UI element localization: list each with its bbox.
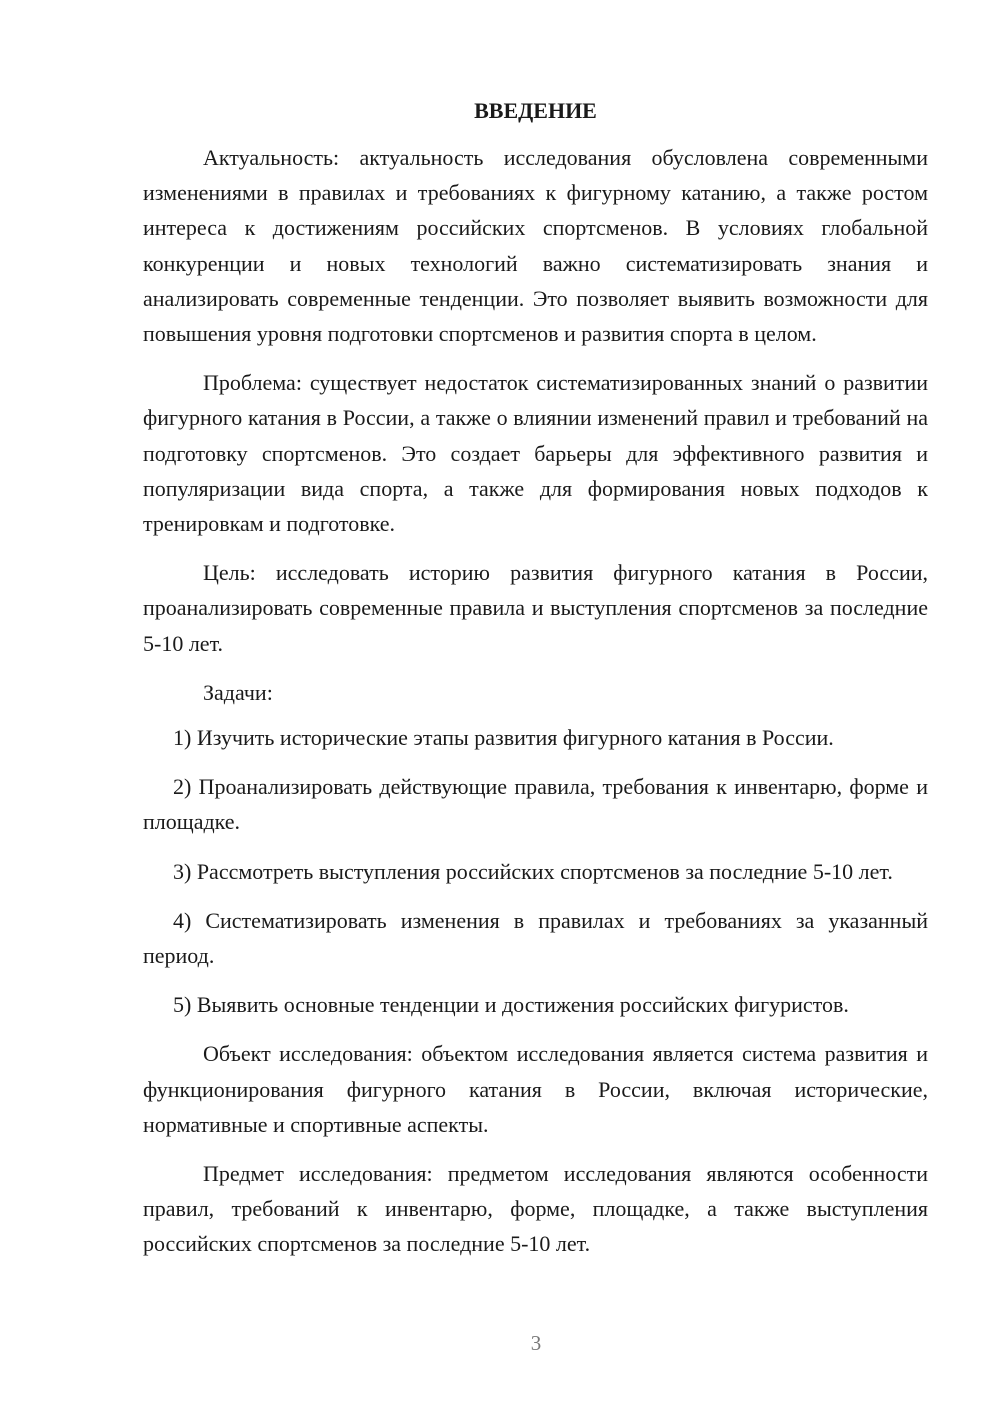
task-item: 5) Выявить основные тенденции и достижения российских фигуристов. [173, 992, 849, 1018]
subject-paragraph: Предмет исследования: предметом исследования являются особенности правил, требований к инвентарю, форме, площадке, а также выступления российских спортсменов за последние 5-10 лет. [143, 1161, 928, 1257]
task-item: 4) Систематизировать изменения в правилах и требованиях за указанный период. [143, 907, 928, 969]
relevance-paragraph: Актуальность: актуальность исследования обусловлена современными изменениями в правилах и требованиях к фигурному катанию, а также ростом интереса к достижениям российских спортсменов. В условиях глобальной конкуренции и новых технологий важно систематизировать знания и анализировать современные тенденции. Это позволяет выявить возможности для повышения уровня подготовки спортсменов и развития спорта в целом. [143, 145, 928, 347]
document-page [143, 94, 928, 1276]
section-heading: ВВЕДЕНИЕ [474, 98, 597, 123]
tasks-label: Задачи: [203, 679, 273, 705]
object-paragraph: Объект исследования: объектом исследования является система развития и функционирования фигурного катания в России, включая исторические, нормативные и спортивные аспекты. [143, 1041, 928, 1137]
task-item: 2) Проанализировать действующие правила, требования к инвентарю, форме и площадке. [143, 774, 928, 835]
page-number: 3 [530, 1331, 542, 1355]
problem-paragraph: Проблема: существует недостаток систематизированных знаний о развитии фигурного катания в России, а также о влиянии изменений правил и требований на подготовку спортсменов. Это создает барьеры для эффективного развития и популяризации вида спорта, а также для формирования новых подходов к тренировкам и подготовке. [143, 370, 928, 537]
task-item: 1) Изучить исторические этапы развития фигурного катания в России. [173, 725, 834, 751]
task-item: 3) Рассмотреть выступления российских спортсменов за последние 5-10 лет. [173, 858, 893, 884]
goal-paragraph: Цель: исследовать историю развития фигурного катания в России, проанализировать современные правила и выступления спортсменов за последние 5-10 лет. [143, 560, 928, 656]
